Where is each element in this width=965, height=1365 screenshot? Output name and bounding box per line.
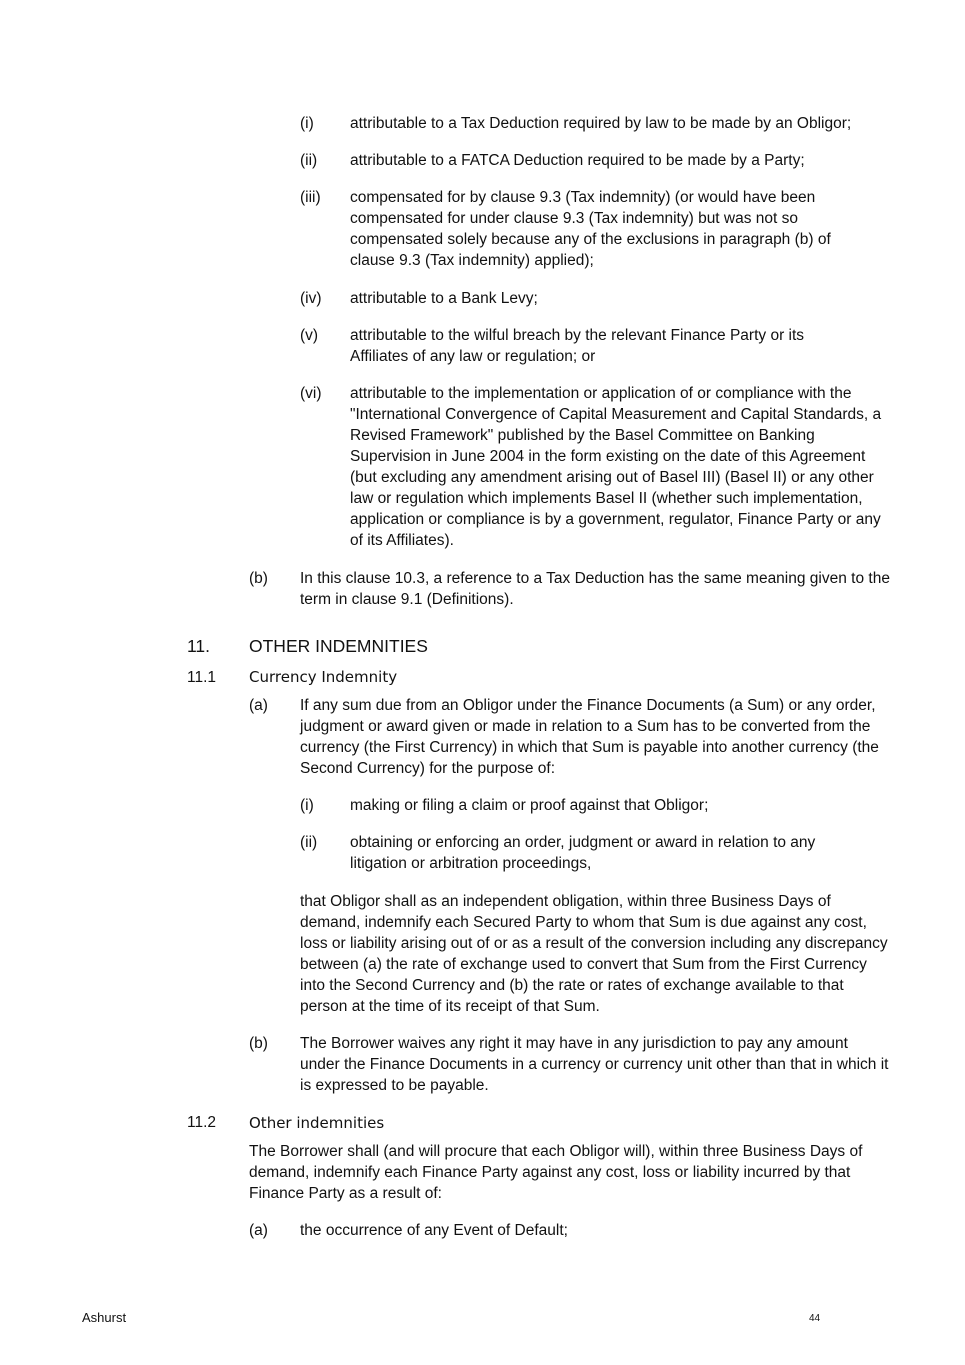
footer-page-number: 44 [809,1313,821,1324]
item-label-iv: (iv) [300,290,322,307]
item-label-iii: (iii) [300,189,321,206]
footer-firm: Ashurst [82,1310,127,1325]
clause-11-1-a-ii-text: obtaining or enforcing an order, judgment or award in relation to any litigation or arbitration proceedings, [350,834,816,872]
item-text-v: attributable to the wilful breach by the relevant Finance Party or its Affiliates of any law or regulation; or [350,327,805,365]
para-b-label: (b) [249,570,268,587]
clause-11-1-title: Currency Indemnity [249,668,398,686]
clause-11-1-a-tail: that Obligor shall as an independent obligation, within three Business Days of demand, indemnify each Secured Party to whom that Sum is due against any cost, loss or liability arising out of or as a result of the conversion including any discrepancy between (a) the rate of exchange used to convert that Sum from the First Currency into the Second Currency and (b) the rate or rates of exchange available to that person at the time of its receipt of that Sum. [300,893,888,1015]
clause-11-1-b-text: The Borrower waives any right it may have in any jurisdiction to pay any amount under the Finance Documents in a currency or currency unit other than that in which it is expressed to be payable. [300,1035,889,1094]
item-label-v: (v) [300,327,319,344]
item-text-vi: attributable to the implementation or application of or compliance with the "International Convergence of Capital Measurement and Capital Standards, a Revised Framework" published by the Basel Committee on Banking Supervision in June 2004 in the form existing on the date of this Agreement (but excluding any amendment arising out of Basel III) (Basel II) or any other law or regulation which implements Basel II (whether such implementation, application or compliance is by a government, regulator, Finance Party or any of its Affiliates). [350,385,882,549]
clause-11-1-a-i-text: making or filing a claim or proof against that Obligor; [350,797,709,814]
item-label-ii: (ii) [300,152,318,169]
clause-11-2-a-text: the occurrence of any Event of Default; [300,1222,568,1239]
clause-11-1-a-text: If any sum due from an Obligor under the Finance Documents (a Sum) or any order, judgment or award given or made in relation to a Sum has to be converted from the currency (the First Currency) in which that Sum is payable into another currency (the Second Currency) for the purpose of: [300,697,879,777]
clause-11-2-intro: The Borrower shall (and will procure that each Obligor will), within three Business Days of demand, indemnify each Finance Party against any cost, loss or liability incurred by that Finance Party as a result of: [249,1143,863,1202]
clause-11-1-a-i-label: (i) [300,797,314,814]
clause-11-2-number: 11.2 [187,1114,217,1131]
item-text-ii: attributable to a FATCA Deduction required to be made by a Party; [350,152,805,169]
clause-11-1-b-label: (b) [249,1035,268,1052]
item-text-iii: compensated for by clause 9.3 (Tax indemnity) (or would have been compensated for under clause 9.3 (Tax indemnity) but was not so compensated solely because any of the exclusions in paragraph (b) of clause 9.3 (Tax indemnity) applied); [350,189,831,269]
clause-11-1-number: 11.1 [187,669,217,686]
clause-11-2-title: Other indemnities [249,1114,385,1132]
section-title: OTHER INDEMNITIES [249,636,428,656]
section-number: 11. [187,636,211,656]
para-b-text: In this clause 10.3, a reference to a Tax Deduction has the same meaning given to the term in clause 9.1 (Definitions). [300,570,890,608]
clause-11-1-a-label: (a) [249,697,268,714]
item-text-i: attributable to a Tax Deduction required by law to be made by an Obligor; [350,115,852,132]
item-label-vi: (vi) [300,385,322,402]
item-text-iv: attributable to a Bank Levy; [350,290,538,307]
item-label-i: (i) [300,115,314,132]
clause-11-1-a-ii-label: (ii) [300,834,318,851]
clause-11-2-a-label: (a) [249,1222,268,1239]
